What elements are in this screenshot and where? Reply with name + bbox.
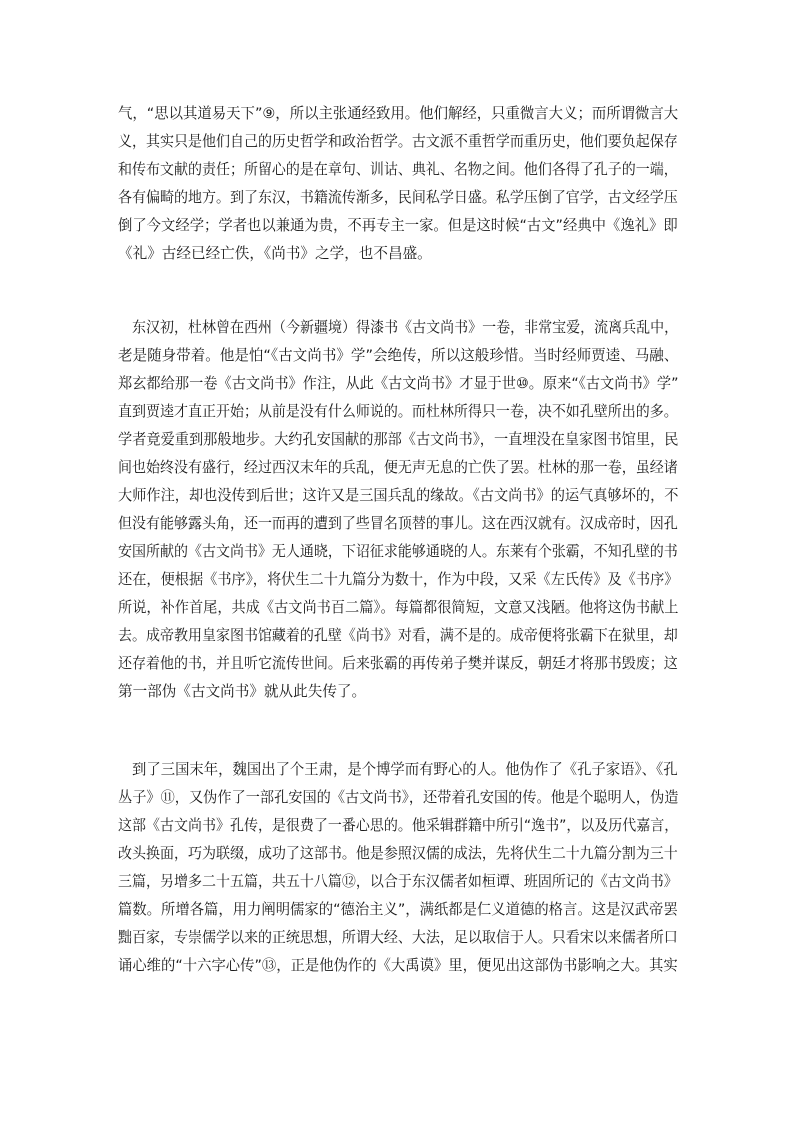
paragraph-line: 第一部伪《古文尚书》就从此失传了。 [118, 683, 367, 700]
paragraph-line: 到了三国末年，魏国出了个王肃，是个博学而有野心的人。他伪作了《孔子家语》、《孔 [132, 761, 678, 778]
paragraph-line: 义，其实只是他们自己的历史哲学和政治哲学。古文派不重哲学而重历史，他们要负起保存 [118, 133, 678, 150]
paragraph-line: 老是随身带着。他是怕“《古文尚书》学”会绝传，所以这般珍惜。当时经师贾逵、马融、 [118, 347, 679, 364]
paragraph-line: 倒了今文经学；学者也以兼通为贵，不再专主一家。但是这时候“古文”经典中《逸礼》即 [118, 217, 678, 234]
paragraph-line: 和传布文献的责任；所留心的是在章句、训诂、典礼、名物之间。他们各得了孔子的一端， [118, 161, 678, 178]
paragraph-line: 《礼》古经已经亡佚，《尚书》之学，也不昌盛。 [118, 245, 432, 262]
paragraph-line: 丛子》⑪，又伪作了一部孔安国的《古文尚书》，还带着孔安国的传。他是个聪明人，伪造 [118, 789, 679, 806]
paragraph-line: 各有偏畸的地方。到了东汉，书籍流传渐多，民间私学日盛。私学压倒了官学，古文经学压 [118, 189, 678, 206]
paragraph-line: 改头换面，巧为联缀，成功了这部书。他是参照汉儒的成法，先将伏生二十九篇分割为三十 [118, 845, 678, 862]
paragraph-1 [118, 104, 678, 284]
paragraph-line: 直到贾逵才直正开始；从前是没有什么师说的。而杜林所得只一卷，决不如孔壁所出的多。 [118, 403, 678, 420]
paragraph-line: 篇数。所增各篇，用力阐明儒家的“德治主义”，满纸都是仁义道德的格言。这是汉武帝罢 [118, 901, 678, 918]
paragraph-line: 这部《古文尚书》孔传，是很费了一番心思的。他采辑群籍中所引“逸书”，以及历代嘉言， [118, 817, 679, 834]
paragraph-line: 郑玄都给那一卷《古文尚书》作注，从此《古文尚书》才显于世⑩。原来“《古文尚书》学” [118, 375, 679, 392]
paragraph-line: 三篇，另增多二十五篇，共五十八篇⑫，以合于东汉儒者如桓谭、班固所记的《古文尚书》 [118, 873, 678, 890]
paragraph-line: 东汉初，杜林曾在西州（今新疆境）得漆书《古文尚书》一卷，非常宝爱，流离兵乱中， [132, 319, 679, 336]
paragraph-line: 安国所献的《古文尚书》无人通晓，下诏征求能够通晓的人。东莱有个张霸，不知孔壁的书 [118, 543, 678, 560]
paragraph-line: 还存着他的书，并且听它流传世间。后来张霸的再传弟子樊并谋反，朝廷才将那书毁废；这 [118, 655, 678, 672]
paragraph-line: 诵心维的“十六字心传”⑬，正是他伪作的《大禹谟》里，便见出这部伪书影响之大。其实 [118, 957, 678, 974]
paragraph-line: 大师作注，却也没传到后世；这许又是三国兵乱的缘故。《古文尚书》的运气真够坏的，不 [118, 487, 679, 504]
paragraph-line: 去。成帝教用皇家图书馆藏着的孔壁《尚书》对看，满不是的。成帝便将张霸下在狱里，却 [118, 627, 678, 644]
paragraph-line: 还在，便根据《书序》，将伏生二十九篇分为数十，作为中段，又采《左氏传》及《书序》 [118, 571, 679, 588]
paragraph-line: 气，“思以其道易天下”⑨，所以主张通经致用。他们解经，只重微言大义；而所谓微言大 [118, 105, 679, 122]
paragraph-line: 所说，补作首尾，共成《古文尚书百二篇》。每篇都很简短，文意又浅陋。他将这伪书献上 [118, 599, 679, 616]
paragraph-line: 但没有能够露头角，还一而再的遭到了些冒名顶替的事儿。这在西汉就有。汉成帝时，因孔 [118, 515, 678, 532]
paragraph-3 [118, 760, 678, 990]
paragraph-line: 黜百家，专崇儒学以来的正统思想，所谓大经、大法，足以取信于人。只看宋以来儒者所口 [118, 929, 678, 946]
paragraph-2 [118, 318, 678, 718]
paragraph-line: 学者竟爱重到那般地步。大约孔安国献的那部《古文尚书》，一直埋没在皇家图书馆里，民 [118, 431, 679, 448]
paragraph-line: 间也始终没有盛行，经过西汉末年的兵乱，便无声无息的亡佚了罢。杜林的那一卷，虽经诸 [118, 459, 678, 476]
